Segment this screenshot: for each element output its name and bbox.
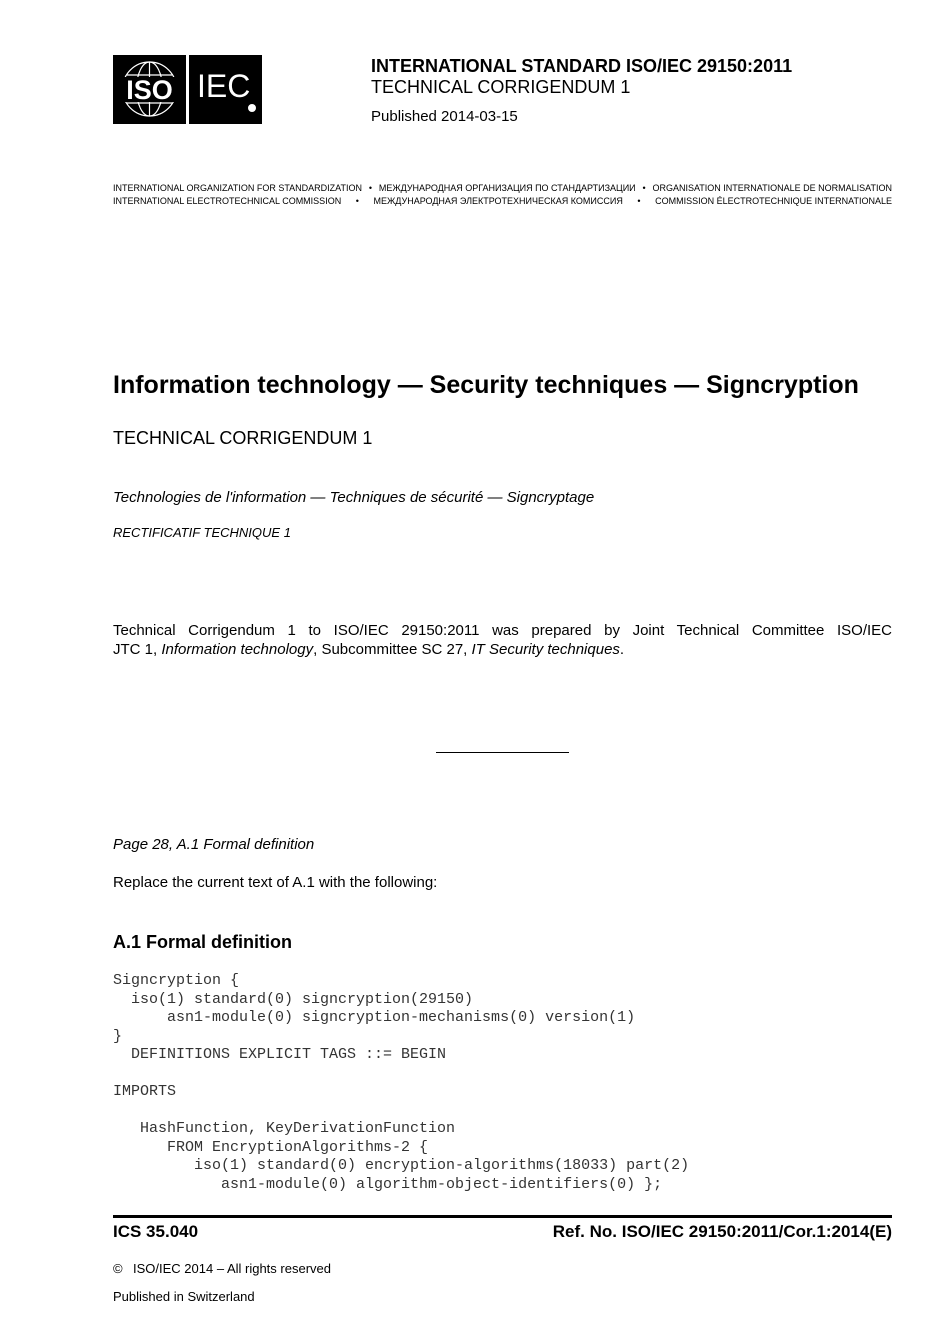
org-name: INTERNATIONAL ORGANIZATION FOR STANDARDIZATION [113, 183, 363, 193]
document-title: Information technology — Security techniques — Signcryption [113, 371, 859, 399]
bullet-separator: • [637, 196, 641, 206]
org-name: COMMISSION ÉLECTROTECHNIQUE INTERNATIONALE [655, 196, 892, 206]
standard-subtitle: TECHNICAL CORRIGENDUM 1 [371, 77, 631, 97]
organization-line-1 [113, 183, 892, 194]
copyright-icon: © [113, 1261, 123, 1276]
foreword-paragraph [113, 621, 892, 659]
foreword-text: JTC 1, [113, 641, 162, 658]
foreword-text: , Subcommittee SC 27, [313, 641, 472, 658]
iso-globe-icon [113, 55, 186, 124]
page-reference: Page 28, A.1 Formal definition [113, 836, 315, 853]
org-name: INTERNATIONAL ELECTROTECHNICAL COMMISSION [113, 196, 342, 206]
french-corrigendum-label: RECTIFICATIF TECHNIQUE 1 [113, 525, 291, 540]
reference-number: Ref. No. ISO/IEC 29150:2011/Cor.1:2014(E) [552, 1222, 892, 1241]
org-name: ORGANISATION INTERNATIONALE DE NORMALISATION [652, 183, 892, 193]
published-in: Published in Switzerland [113, 1289, 255, 1304]
footer-rule [113, 1215, 892, 1218]
replacement-instruction: Replace the current text of A.1 with the following: [113, 874, 438, 891]
standard-title: INTERNATIONAL STANDARD ISO/IEC 29150:2011 [371, 56, 793, 76]
iso-logo-text: ISO [126, 75, 173, 105]
asn1-code-block: Signcryption { iso(1) standard(0) signcryption(29150) asn1-module(0) signcryption-mechanisms(0) version(1) } DEFINITIONS EXPLICIT TAGS ::= BEGIN IMPORTS HashFunction, KeyDerivationFunction FROM EncryptionAlgorithms-2 { iso(1) standard(0) encryption-algorithms(18033) part(2) asn1-module(0) algorithm-object-identifiers(0) }; [113, 972, 690, 1193]
separator-rule [436, 752, 569, 753]
copyright-text: ISO/IEC 2014 – All rights reserved [133, 1261, 331, 1276]
section-heading [113, 931, 292, 953]
french-title: Technologies de l'information — Techniques de sécurité — Signcryptage [113, 489, 595, 506]
iso-logo [113, 55, 186, 124]
section-title: Formal definition [146, 932, 292, 952]
foreword-italic-text: Information technology [161, 641, 314, 658]
iec-logo [189, 55, 262, 124]
foreword-line-1: Technical Corrigendum 1 to ISO/IEC 29150:2011 was prepared by Joint Technical Committee ISO/IEC [113, 622, 892, 639]
publication-date: Published 2014-03-15 [371, 108, 518, 125]
copyright-notice [113, 1261, 331, 1277]
org-name: МЕЖДУНАРОДНАЯ ЭЛЕКТРОТЕХНИЧЕСКАЯ КОМИССИЯ [373, 196, 623, 206]
foreword-italic-text: IT Security techniques [471, 641, 620, 658]
iec-logo-mark [189, 55, 262, 124]
section-number: A.1 [113, 932, 142, 952]
bullet-separator: • [368, 183, 372, 193]
iec-logo-text: IEC [197, 68, 251, 104]
bullet-separator: • [642, 183, 646, 193]
foreword-text: . [619, 641, 625, 658]
ics-number: ICS 35.040 [113, 1222, 199, 1241]
organization-line-2 [113, 196, 892, 207]
corrigendum-label: TECHNICAL CORRIGENDUM 1 [113, 428, 373, 448]
bullet-separator: • [355, 196, 359, 206]
org-name: МЕЖДУНАРОДНАЯ ОРГАНИЗАЦИЯ ПО СТАНДАРТИЗАЦИИ [378, 183, 636, 193]
